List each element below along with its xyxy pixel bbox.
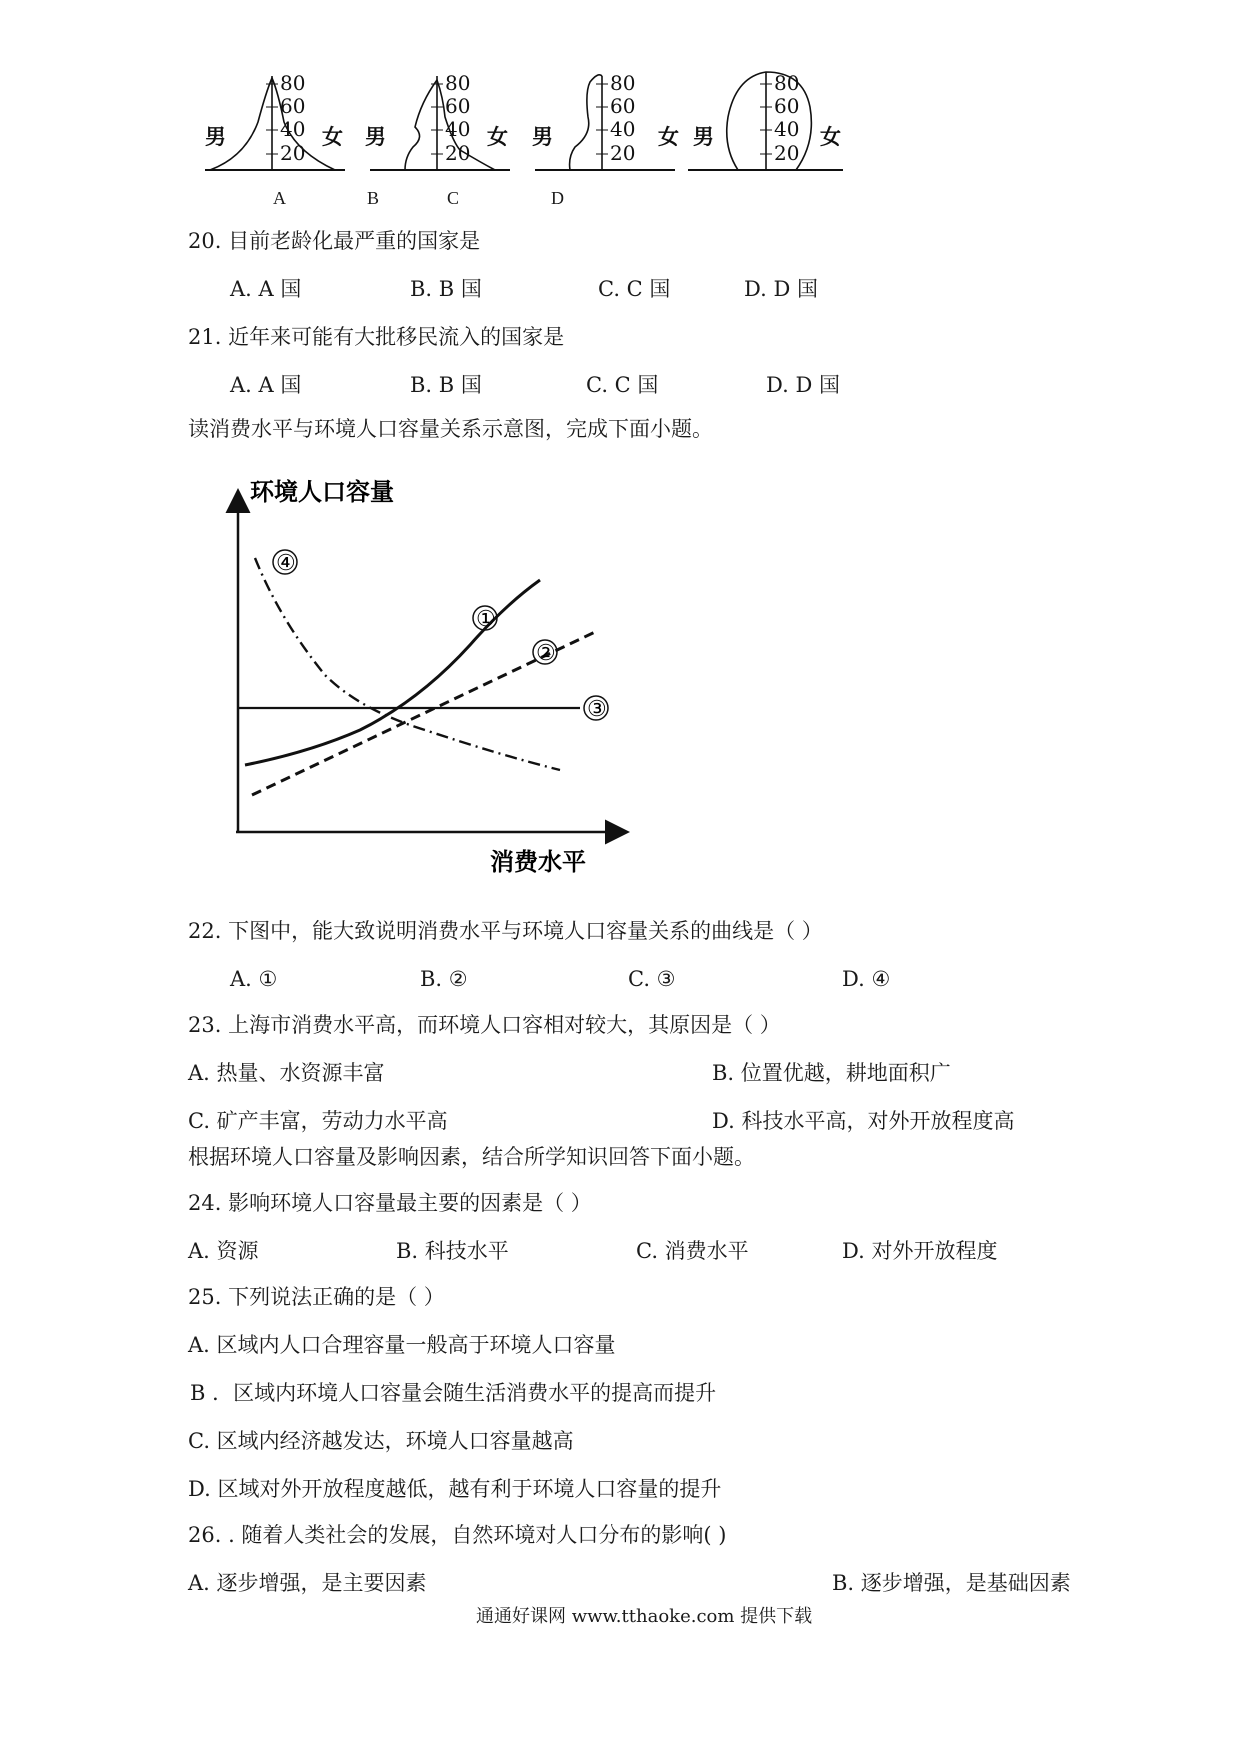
q21-option-c: C. C 国 xyxy=(586,373,659,397)
q23-option-b: B. 位置优越，耕地面积广 xyxy=(712,1061,951,1085)
age-40: 40 xyxy=(610,117,636,141)
age-40: 40 xyxy=(280,117,306,141)
series-1-line xyxy=(245,580,540,765)
q24-option-b: B. 科技水平 xyxy=(396,1239,509,1263)
female-label: 女 xyxy=(322,124,343,149)
age-40: 40 xyxy=(445,117,471,141)
series-4-label-group xyxy=(273,550,297,576)
age-80: 80 xyxy=(280,71,306,95)
age-20: 20 xyxy=(280,141,306,165)
q22-stem: 22. 下图中，能大致说明消费水平与环境人口容量关系的曲线是（ ） xyxy=(188,919,823,943)
q20-option-a: A. A 国 xyxy=(230,277,302,301)
intro-1: 读消费水平与环境人口容量关系示意图，完成下面小题。 xyxy=(188,417,713,441)
age-40: 40 xyxy=(774,117,800,141)
consumption-capacity-chart xyxy=(200,470,660,880)
age-60: 60 xyxy=(610,94,636,118)
age-80: 80 xyxy=(774,71,800,95)
series-4-line xyxy=(255,558,560,770)
q20-option-d: D. D 国 xyxy=(744,277,818,301)
q21-stem: 21. 近年来可能有大批移民流入的国家是 xyxy=(188,325,565,349)
pyramid-label-d: D xyxy=(551,188,564,208)
q23-option-a: A. 热量、水资源丰富 xyxy=(188,1061,385,1085)
female-label: 女 xyxy=(658,124,679,149)
pyramid-d xyxy=(532,71,679,170)
q25-option-a: A. 区域内人口合理容量一般高于环境人口容量 xyxy=(188,1333,616,1357)
series-2-label-group xyxy=(533,640,557,666)
pyramid-label-c: C xyxy=(447,188,460,208)
age-60: 60 xyxy=(280,94,306,118)
q24-option-a: A. 资源 xyxy=(188,1239,259,1263)
q21-option-b: B. B 国 xyxy=(410,373,482,397)
male-label: 男 xyxy=(532,124,553,149)
q25-option-b: B ．区域内环境人口容量会随生活消费水平的提高而提升 xyxy=(190,1381,717,1405)
pyramid-label-b: B xyxy=(367,188,380,208)
male-label: 男 xyxy=(365,124,386,149)
q22-option-d: D. ④ xyxy=(842,967,891,991)
q23-option-c: C. 矿产丰富，劳动力水平高 xyxy=(188,1109,448,1133)
q23-stem: 23. 上海市消费水平高，而环境人口容相对较大，其原因是（ ） xyxy=(188,1013,781,1037)
pyramid-e xyxy=(688,71,843,170)
age-20: 20 xyxy=(774,141,800,165)
q26-option-a: A. 逐步增强，是主要因素 xyxy=(188,1571,427,1595)
y-axis-label: 环境人口容量 xyxy=(250,478,394,506)
q21-option-a: A. A 国 xyxy=(230,373,302,397)
pyramid-c xyxy=(365,71,510,170)
age-80: 80 xyxy=(445,71,471,95)
female-label: 女 xyxy=(487,124,508,149)
q26-option-b: B. 逐步增强，是基础因素 xyxy=(832,1571,1071,1595)
q24-option-d: D. 对外开放程度 xyxy=(842,1239,998,1263)
series-1-label-group xyxy=(473,606,497,632)
intro-2: 根据环境人口容量及影响因素，结合所学知识回答下面小题。 xyxy=(188,1145,755,1169)
pyramid-label-a: A xyxy=(273,188,286,208)
q20-stem: 20. 目前老龄化最严重的国家是 xyxy=(188,229,481,253)
q22-option-c: C. ③ xyxy=(628,967,676,991)
q25-option-d: D. 区域对外开放程度越低，越有利于环境人口容量的提升 xyxy=(188,1477,722,1501)
population-pyramids xyxy=(200,62,1080,212)
x-axis-label: 消费水平 xyxy=(490,848,586,876)
q20-option-b: B. B 国 xyxy=(410,277,482,301)
age-80: 80 xyxy=(610,71,636,95)
q25-option-c: C. 区域内经济越发达，环境人口容量越高 xyxy=(188,1429,574,1453)
q22-option-a: A. ① xyxy=(230,967,278,991)
series-1-label: ① xyxy=(476,607,496,632)
q24-option-c: C. 消费水平 xyxy=(636,1239,749,1263)
age-20: 20 xyxy=(445,141,471,165)
series-3-label-group xyxy=(584,696,608,722)
age-60: 60 xyxy=(445,94,471,118)
age-60: 60 xyxy=(774,94,800,118)
female-label: 女 xyxy=(820,124,841,149)
q21-option-d: D. D 国 xyxy=(766,373,840,397)
q26-stem: 26. . 随着人类社会的发展，自然环境对人口分布的影响( ) xyxy=(188,1523,727,1547)
q23-option-d: D. 科技水平高，对外开放程度高 xyxy=(712,1109,1015,1133)
q25-stem: 25. 下列说法正确的是（ ） xyxy=(188,1285,445,1309)
series-3-label: ③ xyxy=(587,697,607,722)
series-2-label: ② xyxy=(536,641,556,666)
q20-option-c: C. C 国 xyxy=(598,277,671,301)
page-footer: 通通好课网 www.tthaoke.com 提供下载 xyxy=(476,1606,813,1627)
male-label: 男 xyxy=(693,124,714,149)
series-4-label: ④ xyxy=(276,551,296,576)
q22-option-b: B. ② xyxy=(420,967,468,991)
male-label: 男 xyxy=(205,124,226,149)
pyramid-a xyxy=(205,71,345,170)
q24-stem: 24. 影响环境人口容量最主要的因素是（ ） xyxy=(188,1191,592,1215)
age-20: 20 xyxy=(610,141,636,165)
